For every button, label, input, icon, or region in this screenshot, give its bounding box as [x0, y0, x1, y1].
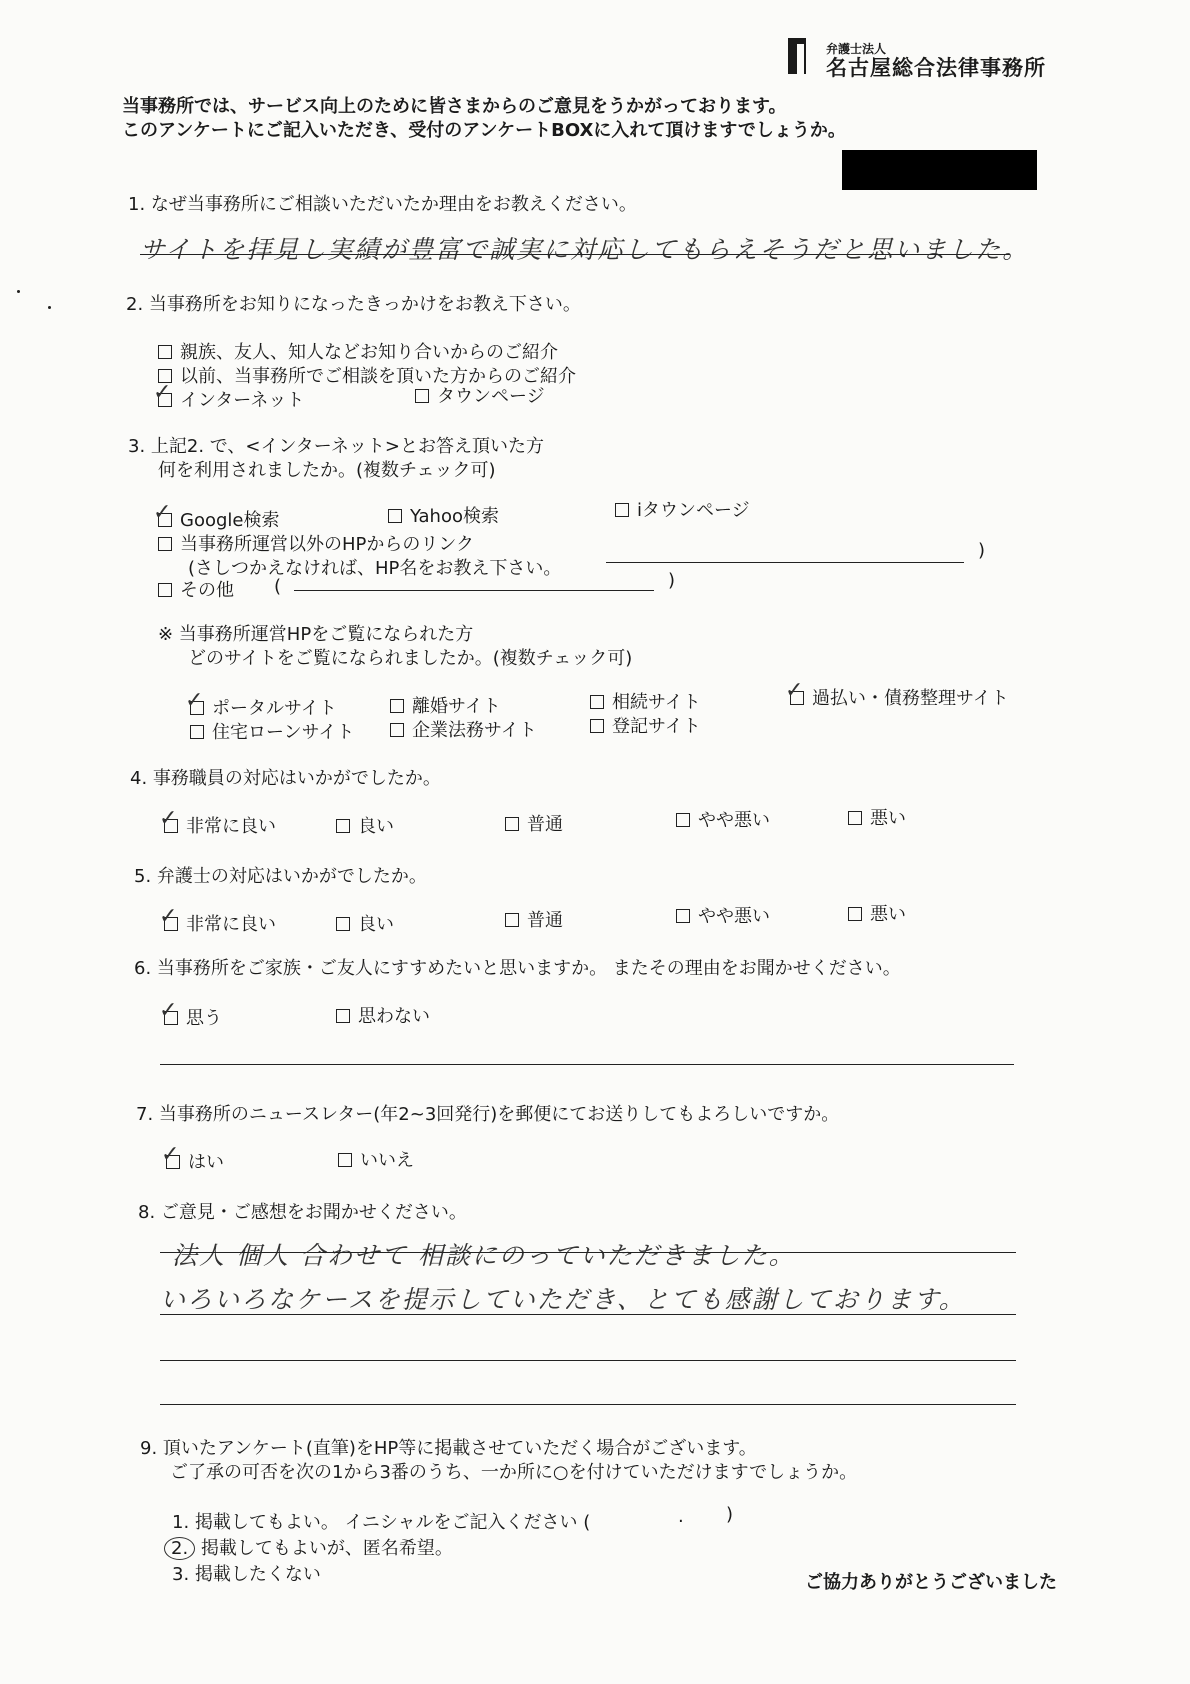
q3-option-yahoo[interactable]: Yahoo検索 [388, 502, 499, 528]
checkbox-checked[interactable] [158, 513, 172, 527]
checkbox[interactable] [336, 1009, 350, 1023]
q8-line-3[interactable] [160, 1360, 1016, 1361]
checkbox[interactable] [158, 345, 172, 359]
q2-option-acquaintance[interactable]: 親族、友人、知人などお知り合いからのご紹介 [158, 338, 558, 364]
q4-option-normal[interactable]: 普通 [505, 810, 563, 836]
q3-option-itownpage[interactable]: iタウンページ [615, 496, 750, 522]
open-paren: ( [274, 576, 282, 597]
q3-option-google[interactable]: ✓Google検索 [158, 506, 279, 532]
q2-option-past-client[interactable]: 以前、当事務所でご相談を頂いた方からのご紹介 [158, 362, 576, 388]
checkbox[interactable] [158, 583, 172, 597]
checkbox[interactable] [338, 1153, 352, 1167]
q5-option-somewhat-bad[interactable]: やや悪い [676, 902, 770, 928]
scan-speck [17, 290, 20, 293]
q2-question: 2. 当事務所をお知りになったきっかけをお教え下さい。 [126, 294, 581, 315]
q3-note-line-2: どのサイトをご覧になられましたか。(複数チェック可) [188, 648, 633, 669]
checkbox-checked[interactable] [164, 1011, 178, 1025]
site-option-portal[interactable]: ✓ポータルサイト [190, 694, 337, 720]
q3-question-line-1: 3. 上記2. で、<インターネット>とお答え頂いた方 [128, 436, 544, 457]
q2-option-townpage[interactable]: タウンページ [415, 382, 545, 408]
q4-option-bad[interactable]: 悪い [848, 804, 906, 830]
initials-dot: . [678, 1506, 684, 1527]
checkbox[interactable] [615, 503, 629, 517]
checkbox[interactable] [336, 917, 350, 931]
site-option-home-loan[interactable]: 住宅ローンサイト [190, 718, 354, 744]
intro-line-1: 当事務所では、サービス向上のために皆さまからのご意見をうかがっております。 [122, 96, 787, 117]
checkbox[interactable] [505, 913, 519, 927]
firm-name: 名古屋総合法律事務所 [826, 55, 1046, 80]
checkbox[interactable] [336, 819, 350, 833]
q9-option-2[interactable]: 2. 掲載してもよいが、匿名希望。 [172, 1534, 453, 1560]
q1-question: 1. なぜ当事務所にご相談いただいたか理由をお教えください。 [128, 194, 637, 215]
q1-answer-line [140, 254, 1010, 255]
checkbox[interactable] [390, 723, 404, 737]
firm-subtitle: 弁護士法人 [826, 42, 887, 56]
q4-option-good[interactable]: 良い [336, 812, 394, 838]
q3-note-line-1: ※ 当事務所運営HPをご覧になられた方 [158, 624, 474, 645]
close-paren: ) [978, 540, 986, 561]
q8-question: 8. ご意見・ご感想をお聞かせください。 [138, 1202, 467, 1223]
close-paren: ) [726, 1504, 734, 1525]
checkbox[interactable] [848, 907, 862, 921]
firm-logo-mark [788, 38, 806, 74]
q8-handwritten-answer-2: いろいろなケースを提示していただき、とても感謝しております。 [160, 1285, 966, 1314]
site-option-corporate[interactable]: 企業法務サイト [390, 716, 537, 742]
q9-question-line-2: ご了承の可否を次の1から3番のうち、一か所に○を付けていただけますでしょうか。 [170, 1462, 858, 1483]
q5-option-good[interactable]: 良い [336, 910, 394, 936]
checkbox[interactable] [158, 537, 172, 551]
q7-option-yes[interactable]: ✓はい [166, 1148, 224, 1174]
checkbox[interactable] [390, 699, 404, 713]
intro-line-2: このアンケートにご記入いただき、受付のアンケートBOXに入れて頂けますでしょうか。 [122, 120, 846, 141]
checkbox-checked[interactable] [158, 393, 172, 407]
checkbox[interactable] [590, 695, 604, 709]
closing-thanks: ご協力ありがとうございました [805, 1572, 1057, 1593]
close-paren: ) [668, 570, 676, 591]
checkbox[interactable] [388, 509, 402, 523]
q7-option-no[interactable]: いいえ [338, 1146, 414, 1172]
site-option-registry[interactable]: 登記サイト [590, 712, 701, 738]
scan-speck [48, 306, 51, 309]
q4-option-very-good[interactable]: ✓非常に良い [164, 812, 276, 838]
selected-circle: 2. [164, 1537, 195, 1560]
q8-line-4[interactable] [160, 1404, 1016, 1405]
q5-question: 5. 弁護士の対応はいかがでしたか。 [134, 866, 427, 887]
checkbox-checked[interactable] [164, 917, 178, 931]
q5-option-very-good[interactable]: ✓非常に良い [164, 910, 276, 936]
checkbox-checked[interactable] [166, 1155, 180, 1169]
q8-line-2[interactable] [160, 1314, 1016, 1315]
checkbox[interactable] [190, 725, 204, 739]
q3-link-note: (さしつかえなければ、HP名をお教え下さい。 [188, 558, 562, 579]
q3-question-line-2: 何を利用されましたか。(複数チェック可) [158, 460, 496, 481]
q8-line-1[interactable] [160, 1252, 1016, 1253]
q1-handwritten-answer: サイトを拝見し実績が豊富で誠実に対応してもらえそうだと思いました。 [140, 235, 1030, 264]
redaction-block [842, 150, 1037, 190]
q6-question: 6. 当事務所をご家族・ご友人にすすめたいと思いますか。 またその理由をお聞かせください。 [134, 958, 901, 979]
q3-other-fill-line[interactable] [294, 590, 654, 591]
q3-option-other[interactable]: その他 [158, 576, 234, 602]
q8-handwritten-answer-1: 法人 個人 合わせて 相談にのっていただきました。 [172, 1241, 796, 1270]
checkbox[interactable] [676, 813, 690, 827]
q9-option-3[interactable]: 3. 掲載したくない [172, 1564, 321, 1585]
checkbox-checked[interactable] [790, 691, 804, 705]
q6-option-yes[interactable]: ✓思う [164, 1004, 222, 1030]
q3-option-link[interactable]: 当事務所運営以外のHPからのリンク [158, 530, 474, 556]
site-option-inheritance[interactable]: 相続サイト [590, 688, 701, 714]
checkbox[interactable] [415, 389, 429, 403]
q9-question-line-1: 9. 頂いたアンケート(直筆)をHP等に掲載させていただく場合がございます。 [140, 1438, 757, 1459]
checkbox[interactable] [590, 719, 604, 733]
site-option-debt[interactable]: ✓ 過払い・債務整理サイト [790, 684, 1009, 710]
q4-question: 4. 事務職員の対応はいかがでしたか。 [130, 768, 441, 789]
q9-option-1[interactable]: 1. 掲載してもよい。 イニシャルをご記入ください ( [172, 1512, 591, 1533]
checkbox-checked[interactable] [190, 701, 204, 715]
q4-option-somewhat-bad[interactable]: やや悪い [676, 806, 770, 832]
q7-question: 7. 当事務所のニュースレター(年2~3回発行)を郵便にてお送りしてもよろしいですか。 [136, 1104, 840, 1125]
q5-option-bad[interactable]: 悪い [848, 900, 906, 926]
checkbox[interactable] [505, 817, 519, 831]
checkbox[interactable] [676, 909, 690, 923]
q3-link-fill-line[interactable] [606, 562, 964, 563]
q5-option-normal[interactable]: 普通 [505, 906, 563, 932]
q6-reason-line[interactable] [160, 1064, 1014, 1065]
checkbox-checked[interactable] [164, 819, 178, 833]
checkbox[interactable] [848, 811, 862, 825]
q6-option-no[interactable]: 思わない [336, 1002, 430, 1028]
q2-option-internet[interactable]: ✓インターネット [158, 386, 304, 412]
site-option-divorce[interactable]: 離婚サイト [390, 692, 501, 718]
